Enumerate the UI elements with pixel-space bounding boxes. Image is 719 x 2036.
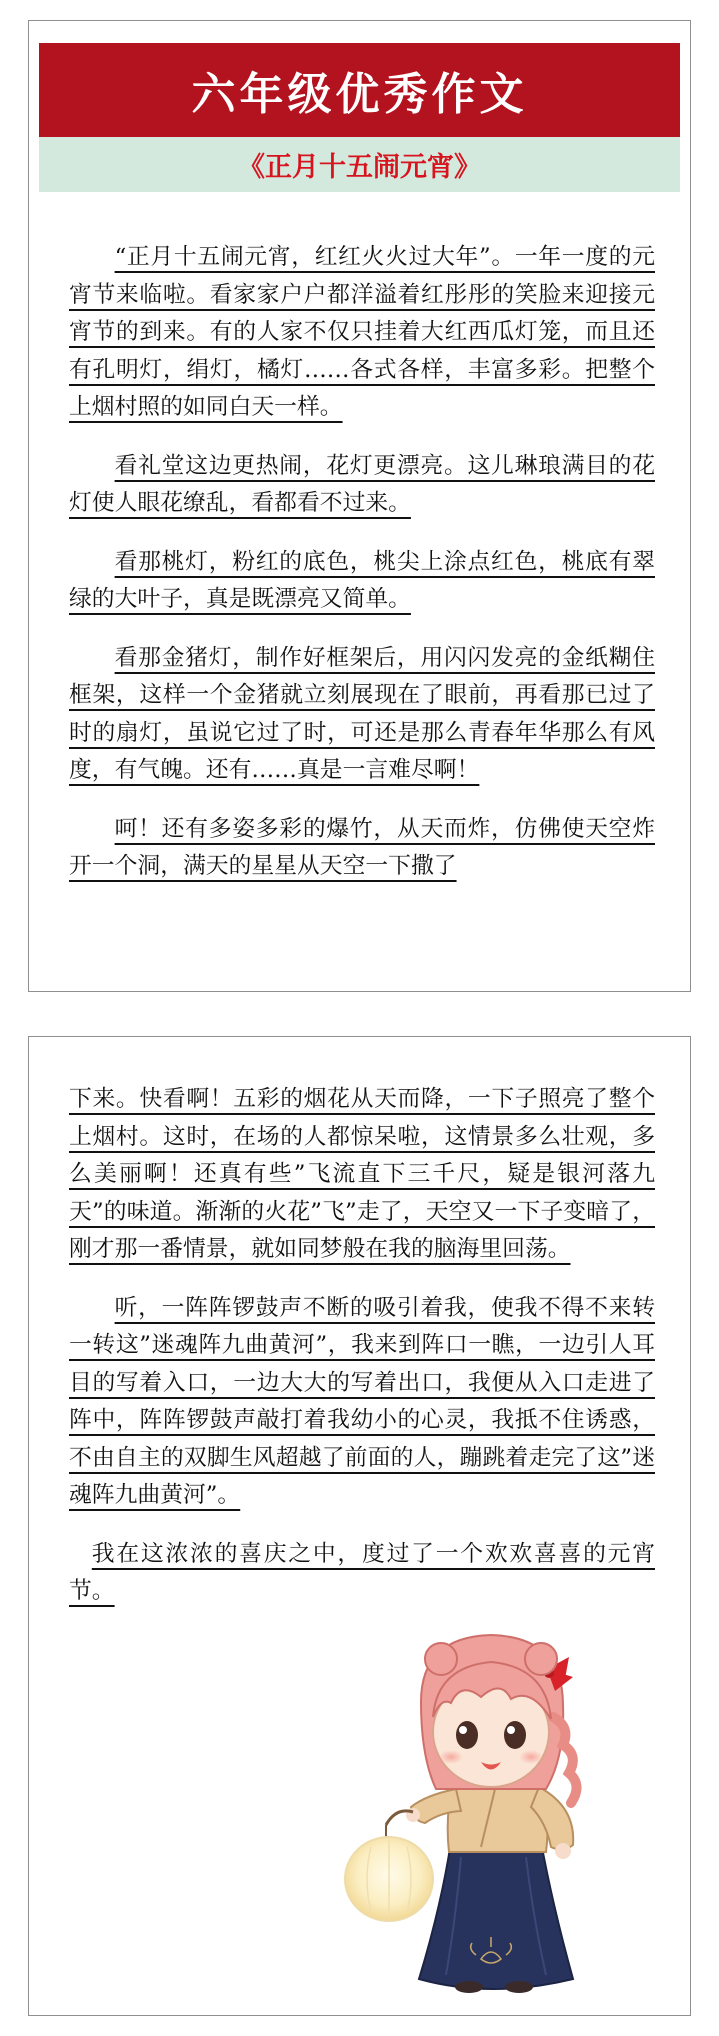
essay-page-2 bbox=[28, 1036, 691, 2016]
paragraph: 下来。快看啊！五彩的烟花从天而降，一下子照亮了整个上烟村。这时，在场的人都惊呆啦，这情景多么壮观，多么美丽啊！还真有些”飞流直下三千尺，疑是银河落九天”的味道。渐渐的火花”飞”走了，天空又一下子变暗了，刚才那一番情景，就如同梦般在我的脑海里回荡。 bbox=[69, 1086, 655, 1262]
page-title: 六年级优秀作文 bbox=[39, 43, 680, 137]
paragraph: 我在这浓浓的喜庆之中，度过了一个欢欢喜喜的元宵节。 bbox=[69, 1540, 655, 1604]
essay-page-1 bbox=[28, 20, 691, 992]
paragraph: 看那金猪灯，制作好框架后，用闪闪发亮的金纸糊住框架，这样一个金猪就立刻展现在了眼前，再看那已过了时的扇灯，虽说它过了时，可还是那么青春年华那么有风度，有气魄。还有……真是一言难尽啊！ bbox=[69, 644, 655, 783]
paragraph: 看那桃灯，粉红的底色，桃尖上涂点红色，桃底有翠绿的大叶子，真是既漂亮又简单。 bbox=[69, 548, 655, 612]
essay-body-2 bbox=[69, 1081, 655, 1611]
paragraph: “正月十五闹元宵，红红火火过大年”。一年一度的元宵节来临啦。看家家户户都洋溢着红彤彤的笑脸来迎接元宵节的到来。有的人家不仅只挂着大红西瓜灯笼，而且还有孔明灯，绢灯，橘灯……各式各样，丰富多彩。把整个上烟村照的如同白天一样。 bbox=[69, 244, 655, 420]
essay-body-1 bbox=[69, 239, 655, 886]
paragraph: 看礼堂这边更热闹，花灯更漂亮。这儿琳琅满目的花灯使人眼花缭乱，看都看不过来。 bbox=[69, 452, 655, 516]
essay-subtitle: 《正月十五闹元宵》 bbox=[39, 137, 680, 192]
girl-with-lantern-illustration bbox=[341, 1607, 641, 2002]
paragraph: 呵！还有多姿多彩的爆竹，从天而炸，仿佛使天空炸开一个洞，满天的星星从天空一下撒了 bbox=[69, 815, 655, 879]
paragraph: 听，一阵阵锣鼓声不断的吸引着我，使我不得不来转一转这”迷魂阵九曲黄河”，我来到阵口一瞧，一边引人耳目的写着入口，一边大大的写着出口，我便从入口走进了阵中，阵阵锣鼓声敲打着我幼小的心灵，我抵不住诱惑，不由自主的双脚生风超越了前面的人，蹦跳着走完了这”迷魂阵九曲黄河”。 bbox=[69, 1294, 655, 1508]
